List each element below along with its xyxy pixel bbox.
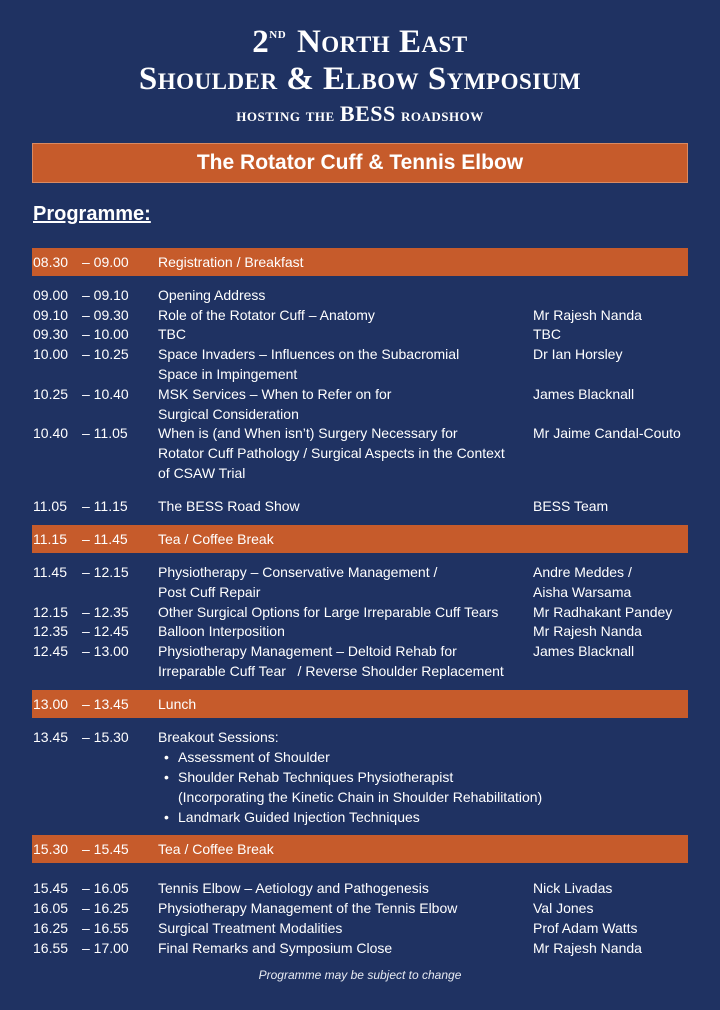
schedule-bar-registration	[32, 248, 688, 276]
speaker-line: Mr Rajesh Nanda	[533, 307, 642, 323]
start-time: 15.45	[33, 880, 69, 896]
speaker-line: Andre Meddes /	[533, 564, 632, 580]
speaker	[533, 496, 720, 516]
activity-line: Balloon Interposition	[158, 623, 285, 639]
bar-activity: Tea / Coffee Break	[158, 841, 274, 857]
speaker	[533, 898, 720, 918]
speaker-line: Mr Rajesh Nanda	[533, 940, 642, 956]
end-time: – 10.00	[82, 326, 129, 342]
breakout-title: Breakout Sessions:	[158, 729, 279, 745]
start-time: 11.05	[33, 498, 67, 514]
activity-line: Physiotherapy Management of the Tennis Elbow	[158, 900, 458, 916]
title-north-east: North East	[296, 24, 468, 60]
activity	[158, 285, 528, 305]
end-time: – 09.30	[82, 307, 129, 323]
speaker-line: Prof Adam Watts	[533, 920, 638, 936]
activity	[158, 305, 528, 325]
title-line-1	[0, 26, 720, 59]
start-time: 10.40	[33, 425, 69, 441]
activity-line: Surgical Treatment Modalities	[158, 920, 343, 936]
title-line-3	[0, 101, 720, 127]
breakout-item	[158, 767, 578, 807]
activity-line: Opening Address	[158, 287, 266, 303]
speaker-line: Val Jones	[533, 900, 594, 916]
activity-line: MSK Services – When to Refer on for	[158, 386, 392, 402]
speaker-line: Nick Livadas	[533, 880, 613, 896]
breakout-item-subtext: (Incorporating the Kinetic Chain in Shoulder Rehabilitation)	[178, 789, 543, 805]
activity-line: Role of the Rotator Cuff – Anatomy	[158, 307, 375, 323]
activity-line: Physiotherapy Management – Deltoid Rehab for	[158, 643, 457, 659]
speaker-line: Mr Jaime Candal-Couto	[533, 425, 681, 441]
activity	[158, 918, 528, 938]
activity	[158, 562, 528, 602]
breakout-item-text: Shoulder Rehab Techniques Physiotherapist	[178, 769, 454, 785]
subtitle-roadshow: roadshow	[400, 105, 484, 126]
speaker	[533, 344, 720, 364]
schedule-bar-tea-2	[32, 835, 688, 863]
bar-activity: Lunch	[158, 696, 197, 712]
ordinal-suffix: nd	[269, 26, 287, 42]
activity-line: The BESS Road Show	[158, 498, 300, 514]
speaker-line: Mr Rajesh Nanda	[533, 623, 642, 639]
activity	[158, 621, 528, 641]
bar-start-time: 13.00	[33, 696, 69, 712]
activity-line: Space in Impingement	[158, 366, 298, 382]
subtitle-bess: BESS	[339, 101, 396, 126]
speaker	[533, 324, 720, 344]
disclaimer-footer: Programme may be subject to change	[258, 968, 462, 982]
end-time: – 15.30	[82, 729, 129, 745]
activity	[158, 384, 528, 424]
activity	[158, 344, 528, 384]
start-time: 16.05	[33, 900, 69, 916]
activity-line: Other Surgical Options for Large Irreparable Cuff Tears	[158, 604, 499, 620]
bar-start-time: 11.15	[33, 531, 67, 547]
breakout-list	[158, 747, 578, 827]
activity	[158, 878, 528, 898]
activity-line: Irreparable Cuff Tear / Reverse Shoulder Replacement	[158, 663, 504, 679]
breakout-item-text: Assessment of Shoulder	[178, 749, 330, 765]
activity	[158, 938, 528, 958]
speaker	[533, 878, 720, 898]
activity	[158, 602, 528, 622]
theme-banner: The Rotator Cuff & Tennis Elbow	[32, 143, 688, 183]
breakout-activity	[158, 727, 578, 827]
speaker	[533, 918, 720, 938]
activity-line: Final Remarks and Symposium Close	[158, 940, 393, 956]
breakout-item	[158, 747, 578, 767]
activity-line: Rotator Cuff Pathology / Surgical Aspects in the Context	[158, 445, 505, 461]
activity-line: Tennis Elbow – Aetiology and Pathogenesis	[158, 880, 429, 896]
end-time: – 11.05	[82, 425, 128, 441]
speaker-line: TBC	[533, 326, 561, 342]
speaker	[533, 641, 720, 661]
bar-end-time: – 09.00	[82, 254, 129, 270]
subtitle-hosting: hosting the	[236, 105, 335, 126]
activity-line: Physiotherapy – Conservative Management /	[158, 564, 438, 580]
breakout-item	[158, 807, 578, 827]
end-time: – 12.15	[82, 564, 129, 580]
activity	[158, 898, 528, 918]
end-time: – 10.25	[82, 346, 129, 362]
end-time: – 11.15	[82, 498, 128, 514]
bar-start-time: 15.30	[33, 841, 69, 857]
speaker	[533, 621, 720, 641]
speaker-line: James Blacknall	[533, 643, 635, 659]
bar-activity: Registration / Breakfast	[158, 254, 304, 270]
start-time: 16.25	[33, 920, 69, 936]
activity	[158, 324, 528, 344]
ordinal-number: 2	[252, 24, 270, 60]
bar-activity: Tea / Coffee Break	[158, 531, 274, 547]
speaker	[533, 423, 720, 443]
symposium-header	[0, 26, 720, 127]
speaker-line: Mr Radhakant Pandey	[533, 604, 673, 620]
end-time: – 16.55	[82, 920, 129, 936]
activity-line: Surgical Consideration	[158, 406, 299, 422]
end-time: – 13.00	[82, 643, 129, 659]
start-time: 09.30	[33, 326, 69, 342]
start-time: 11.45	[33, 564, 67, 580]
start-time: 12.15	[33, 604, 69, 620]
schedule-bar-tea-1	[32, 525, 688, 553]
activity	[158, 496, 528, 516]
bar-end-time: – 13.45	[82, 696, 129, 712]
activity-line: Post Cuff Repair	[158, 584, 261, 600]
activity-line: Space Invaders – Influences on the Subacromial	[158, 346, 460, 362]
start-time: 13.45	[33, 729, 69, 745]
start-time: 12.45	[33, 643, 69, 659]
start-time: 12.35	[33, 623, 69, 639]
schedule-bar-lunch	[32, 690, 688, 718]
bar-end-time: – 15.45	[82, 841, 129, 857]
speaker	[533, 938, 720, 958]
activity-line: TBC	[158, 326, 186, 342]
title-line-2: Shoulder & Elbow Symposium	[138, 61, 582, 97]
end-time: – 12.45	[82, 623, 129, 639]
end-time: – 17.00	[82, 940, 129, 956]
speaker-line: James Blacknall	[533, 386, 635, 402]
end-time: – 12.35	[82, 604, 129, 620]
start-time: 16.55	[33, 940, 69, 956]
speaker	[533, 562, 720, 602]
start-time: 10.00	[33, 346, 69, 362]
end-time: – 09.10	[82, 287, 129, 303]
breakout-item-text: Landmark Guided Injection Techniques	[178, 809, 420, 825]
start-time: 09.00	[33, 287, 69, 303]
end-time: – 10.40	[82, 386, 129, 402]
speaker-line: Dr Ian Horsley	[533, 346, 623, 362]
activity	[158, 641, 528, 681]
programme-heading: Programme:	[33, 203, 151, 225]
activity	[158, 423, 528, 483]
start-time: 10.25	[33, 386, 69, 402]
bar-start-time: 08.30	[33, 254, 69, 270]
activity-line: of CSAW Trial	[158, 465, 246, 481]
end-time: – 16.05	[82, 880, 129, 896]
speaker	[533, 384, 720, 404]
speaker	[533, 305, 720, 325]
speaker-line: BESS Team	[533, 498, 609, 514]
activity-line: When is (and When isn’t) Surgery Necessary for	[158, 425, 458, 441]
end-time: – 16.25	[82, 900, 129, 916]
speaker-line: Aisha Warsama	[533, 584, 632, 600]
start-time: 09.10	[33, 307, 69, 323]
speaker	[533, 602, 720, 622]
bar-end-time: – 11.45	[82, 531, 128, 547]
